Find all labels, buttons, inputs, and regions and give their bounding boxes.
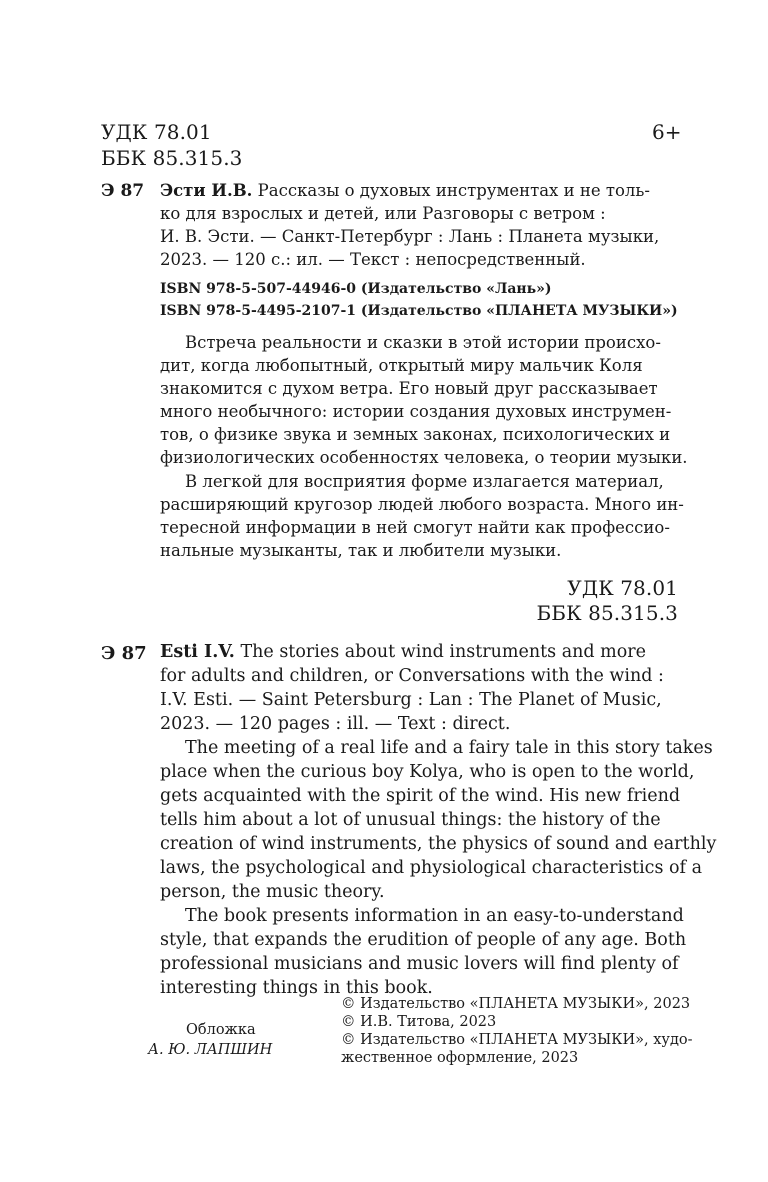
ru-entry-line-4: 2023. — 120 с.: ил. — Текст : непосредственный. — [160, 250, 586, 269]
en-entry-line-1 — [160, 642, 646, 662]
en-annotation-p2-line-2: style, that expands the erudition of people of any age. Both — [160, 930, 687, 950]
ru-annotation-p2-line-2: расширяющий кругозор людей любого возраста. Много ин- — [160, 495, 684, 514]
ru-annotation-p2-line-3: тересной информации в ней смогут найти как профессио- — [160, 518, 670, 537]
ru-entry-line-1 — [160, 181, 680, 200]
ru-annotation-p2-line-4: нальные музыканты, так и любители музыки. — [160, 541, 562, 560]
en-annotation-p1-line-5: creation of wind instruments, the physics of sound and earthly — [160, 834, 717, 854]
en-annotation-p1-line-3: gets acquainted with the spirit of the wind. His new friend — [160, 786, 681, 806]
en-annotation-p2-line-3: professional musicians and music lovers will find plenty of — [160, 954, 679, 974]
ru-annotation-p1-line-5: тов, о физике звука и земных законах, психологических и — [160, 425, 671, 444]
age-rating: 6+ — [652, 120, 682, 144]
en-annotation-p1-line-1: The meeting of a real life and a fairy tale in this story takes — [185, 738, 713, 758]
bbk-code-right: ББК 85.315.3 — [536, 601, 678, 625]
ru-entry-line-1-rest: Рассказы о духовых инструментах и не толь- — [252, 181, 650, 200]
en-annotation-p2-line-4: interesting things in this book. — [160, 978, 433, 998]
ru-annotation-p2-line-1: В легкой для восприятия форме излагается материал, — [185, 472, 664, 491]
copyright-line-4: жественное оформление, 2023 — [341, 1050, 579, 1066]
ru-entry-author: Эсти И.В. — [160, 181, 253, 200]
ru-annotation-p1-line-6: физиологических особенностях человека, о теории музыки. — [160, 448, 688, 467]
copyright-line-3: © Издательство «ПЛАНЕТА МУЗЫКИ», худо- — [341, 1032, 693, 1048]
ru-entry-line-2: ко для взрослых и детей, или Разговоры с ветром : — [160, 204, 606, 223]
copyright-line-1: © Издательство «ПЛАНЕТА МУЗЫКИ», 2023 — [341, 996, 691, 1012]
ru-entry-line-3: И. В. Эсти. — Санкт-Петербург : Лань : Планета музыки, — [160, 227, 660, 246]
cover-credit-label: Обложка — [186, 1022, 256, 1038]
en-entry-line-4: 2023. — 120 pages : ill. — Text : direct. — [160, 714, 511, 734]
ru-annotation-p1-line-1: Встреча реальности и сказки в этой истории происхо- — [185, 333, 661, 352]
en-annotation-p1-line-4: tells him about a lot of unusual things: the history of the — [160, 810, 661, 830]
en-annotation-p1-line-7: person, the music theory. — [160, 882, 385, 902]
cover-credit-name: А. Ю. ЛАПШИН — [148, 1042, 273, 1058]
en-entry-author: Esti I.V. — [160, 642, 235, 662]
ru-annotation-p1-line-2: дит, когда любопытный, открытый миру мальчик Коля — [160, 356, 643, 375]
en-entry-line-2: for adults and children, or Conversations with the wind : — [160, 666, 664, 686]
en-entry-line-3: I.V. Esti. — Saint Petersburg : Lan : The Planet of Music, — [160, 690, 662, 710]
en-annotation-p2-line-1: The book presents information in an easy-to-understand — [185, 906, 684, 926]
author-sign-ru: Э 87 — [101, 181, 145, 201]
en-entry-line-1-rest: The stories about wind instruments and more — [234, 642, 647, 662]
ru-annotation-p1-line-4: много необычного: истории создания духовых инструмен- — [160, 402, 672, 421]
udk-code-right: УДК 78.01 — [567, 576, 678, 600]
udk-code: УДК 78.01 — [101, 120, 212, 144]
isbn-planet: ISBN 978-5-4495-2107-1 (Издательство «ПЛАНЕТА МУЗЫКИ») — [160, 303, 678, 319]
en-annotation-p1-line-2: place when the curious boy Kolya, who is open to the world, — [160, 762, 695, 782]
copyright-line-2: © И.В. Титова, 2023 — [341, 1014, 497, 1030]
bbk-code: ББК 85.315.3 — [101, 146, 243, 170]
ru-annotation-p1-line-3: знакомится с духом ветра. Его новый друг рассказывает — [160, 379, 658, 398]
isbn-lan: ISBN 978-5-507-44946-0 (Издательство «Лань») — [160, 281, 552, 297]
en-annotation-p1-line-6: laws, the psychological and physiological characteristics of a — [160, 858, 703, 878]
author-sign-en: Э 87 — [101, 643, 147, 664]
